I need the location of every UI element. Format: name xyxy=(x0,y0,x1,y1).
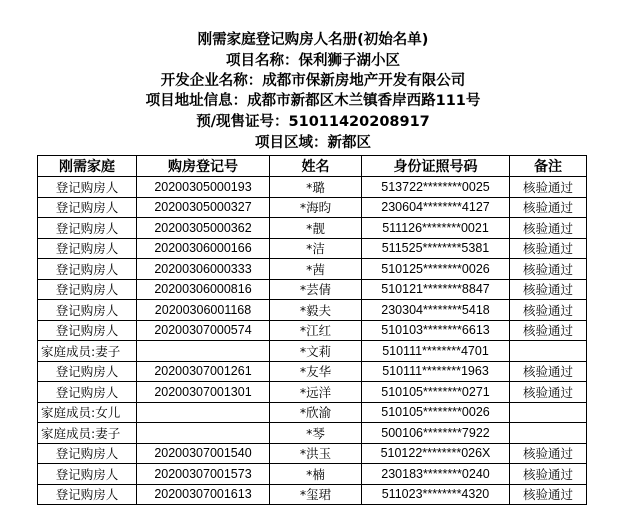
registration-no-cell: 20200306000816 xyxy=(137,279,270,300)
table-row xyxy=(38,218,587,239)
name-cell: *毅夫 xyxy=(270,300,362,321)
column-header-household: 刚需家庭 xyxy=(38,156,137,177)
id-number-cell: 230304********5418 xyxy=(362,300,510,321)
name-cell: *文莉 xyxy=(270,341,362,362)
registration-no-cell: 20200305000362 xyxy=(137,218,270,239)
remark-cell xyxy=(510,402,587,423)
table-row xyxy=(38,464,587,485)
id-number-cell: 510103********6613 xyxy=(362,320,510,341)
id-number-cell: 230183********0240 xyxy=(362,464,510,485)
column-header-id-number: 身份证照号码 xyxy=(362,156,510,177)
registration-no-cell: 20200307001540 xyxy=(137,443,270,464)
name-cell: *璐 xyxy=(270,177,362,198)
household-cell: 登记购房人 xyxy=(38,177,137,198)
table-row xyxy=(38,177,587,198)
household-cell: 家庭成员:女儿 xyxy=(38,402,137,423)
registration-no-cell: 20200307001613 xyxy=(137,484,270,505)
household-cell: 登记购房人 xyxy=(38,361,137,382)
table-header-row xyxy=(38,156,587,177)
column-header-name: 姓名 xyxy=(270,156,362,177)
remark-cell: 核验通过 xyxy=(510,279,587,300)
document-title: 刚需家庭登记购房人名册(初始名单) xyxy=(197,32,429,48)
table-row xyxy=(38,300,587,321)
registration-no-cell: 20200307001573 xyxy=(137,464,270,485)
table-row xyxy=(38,320,587,341)
table-row xyxy=(38,382,587,403)
table-row xyxy=(38,423,587,444)
table-row xyxy=(38,197,587,218)
name-cell: *海昀 xyxy=(270,197,362,218)
household-cell: 登记购房人 xyxy=(38,320,137,341)
table-row xyxy=(38,238,587,259)
registration-no-cell: 20200306001168 xyxy=(137,300,270,321)
registration-no-cell xyxy=(137,423,270,444)
household-cell: 登记购房人 xyxy=(38,238,137,259)
household-cell: 登记购房人 xyxy=(38,197,137,218)
household-cell: 家庭成员:妻子 xyxy=(38,341,137,362)
household-cell: 登记购房人 xyxy=(38,443,137,464)
registration-no-cell: 20200307001261 xyxy=(137,361,270,382)
remark-cell: 核验通过 xyxy=(510,382,587,403)
registration-no-cell: 20200306000166 xyxy=(137,238,270,259)
name-cell: *琴 xyxy=(270,423,362,444)
developer-name: 开发企业名称：成都市保新房地产开发有限公司 xyxy=(160,73,466,89)
table-row xyxy=(38,484,587,505)
id-number-cell: 510105********0026 xyxy=(362,402,510,423)
remark-cell: 核验通过 xyxy=(510,361,587,382)
household-cell: 登记购房人 xyxy=(38,259,137,280)
name-cell: *楠 xyxy=(270,464,362,485)
project-address: 项目地址信息：成都市新都区木兰镇香岸西路111号 xyxy=(145,93,481,109)
id-number-cell: 230604********4127 xyxy=(362,197,510,218)
remark-cell: 核验通过 xyxy=(510,443,587,464)
id-number-cell: 510111********1963 xyxy=(362,361,510,382)
name-cell: *友华 xyxy=(270,361,362,382)
household-cell: 登记购房人 xyxy=(38,218,137,239)
name-cell: *玺珺 xyxy=(270,484,362,505)
column-header-registration-no: 购房登记号 xyxy=(137,156,270,177)
remark-cell: 核验通过 xyxy=(510,238,587,259)
remark-cell: 核验通过 xyxy=(510,320,587,341)
household-cell: 登记购房人 xyxy=(38,279,137,300)
id-number-cell: 511525********5381 xyxy=(362,238,510,259)
registration-no-cell: 20200305000193 xyxy=(137,177,270,198)
household-cell: 登记购房人 xyxy=(38,464,137,485)
id-number-cell: 510122********026X xyxy=(362,443,510,464)
household-cell: 登记购房人 xyxy=(38,382,137,403)
household-cell: 家庭成员:妻子 xyxy=(38,423,137,444)
table-row xyxy=(38,279,587,300)
remark-cell xyxy=(510,341,587,362)
remark-cell: 核验通过 xyxy=(510,177,587,198)
id-number-cell: 510111********4701 xyxy=(362,341,510,362)
table-row xyxy=(38,402,587,423)
id-number-cell: 510121********8847 xyxy=(362,279,510,300)
id-number-cell: 510125********0026 xyxy=(362,259,510,280)
table-row xyxy=(38,259,587,280)
presale-permit: 预/现售证号：51011420208917 xyxy=(196,114,430,130)
name-cell: *洪玉 xyxy=(270,443,362,464)
remark-cell: 核验通过 xyxy=(510,484,587,505)
remark-cell: 核验通过 xyxy=(510,259,587,280)
column-header-remark: 备注 xyxy=(510,156,587,177)
registration-no-cell: 20200307001301 xyxy=(137,382,270,403)
remark-cell: 核验通过 xyxy=(510,464,587,485)
remark-cell xyxy=(510,423,587,444)
name-cell: *洁 xyxy=(270,238,362,259)
name-cell: *江红 xyxy=(270,320,362,341)
household-cell: 登记购房人 xyxy=(38,484,137,505)
table-row xyxy=(38,361,587,382)
id-number-cell: 511023********4320 xyxy=(362,484,510,505)
name-cell: *靓 xyxy=(270,218,362,239)
id-number-cell: 500106********7922 xyxy=(362,423,510,444)
registration-no-cell: 20200307000574 xyxy=(137,320,270,341)
remark-cell: 核验通过 xyxy=(510,218,587,239)
project-district: 项目区域：新都区 xyxy=(255,135,371,151)
name-cell: *茜 xyxy=(270,259,362,280)
household-cell: 登记购房人 xyxy=(38,300,137,321)
id-number-cell: 510105********0271 xyxy=(362,382,510,403)
registration-table xyxy=(37,155,587,505)
remark-cell: 核验通过 xyxy=(510,197,587,218)
name-cell: *芸倩 xyxy=(270,279,362,300)
name-cell: *远洋 xyxy=(270,382,362,403)
project-name: 项目名称：保利狮子湖小区 xyxy=(226,53,400,69)
remark-cell: 核验通过 xyxy=(510,300,587,321)
registration-no-cell xyxy=(137,341,270,362)
registration-no-cell xyxy=(137,402,270,423)
id-number-cell: 513722********0025 xyxy=(362,177,510,198)
id-number-cell: 511126********0021 xyxy=(362,218,510,239)
table-row xyxy=(38,443,587,464)
registration-no-cell: 20200306000333 xyxy=(137,259,270,280)
table-row xyxy=(38,341,587,362)
name-cell: *欣渝 xyxy=(270,402,362,423)
registration-no-cell: 20200305000327 xyxy=(137,197,270,218)
